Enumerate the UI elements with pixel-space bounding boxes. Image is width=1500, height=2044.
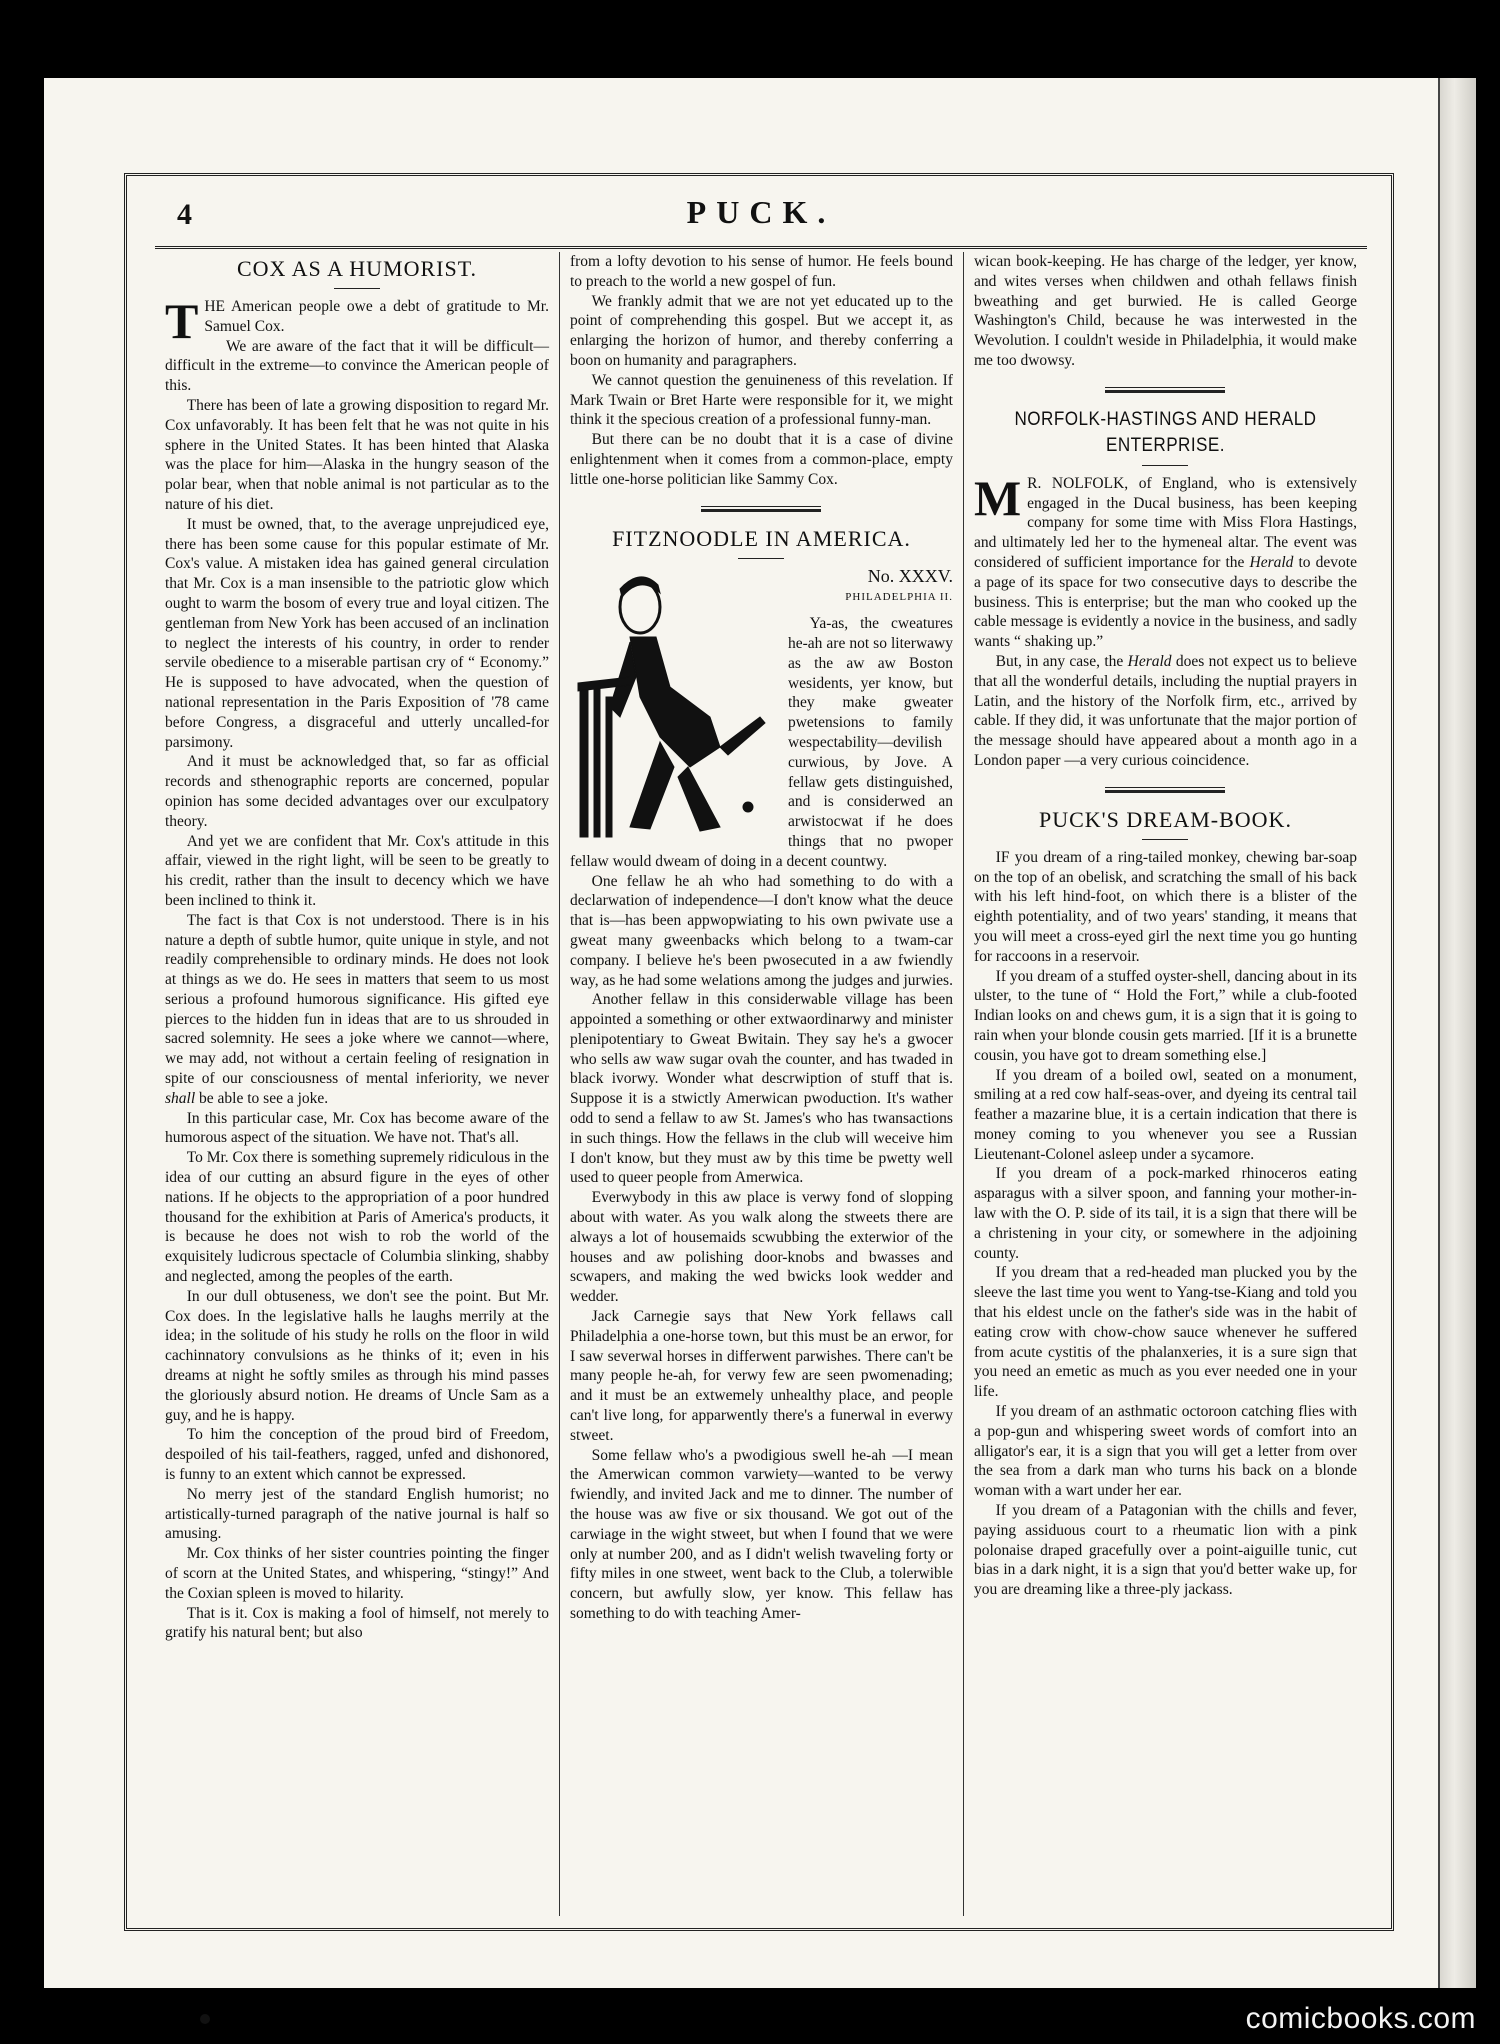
masthead — [155, 194, 1367, 249]
episode-number: No. XXXV. — [867, 565, 953, 586]
herald-emphasis: Herald — [1127, 652, 1172, 670]
fitz-paragraph: wican book-keeping. He has charge of the ledger, yer know, and wites verses when childwen and othah fellaws finish bweathing and get burwied. He is called George Washington's Child, because he was interwested in the Wevolution. I couldn't weside in Philadelphia, it would make me too dwowsy. — [973, 253, 1357, 369]
norfolk-title: NORFOLK-HASTINGS AND HERALD ENTERPRISE. — [1014, 408, 1317, 456]
norfolk-p1-text: R. NOLFOLK, of England, who is extensively engaged in the Ducal business, has been keeping company for some time with Miss Flora Hastings, and ultimately led her to the hymeneal altar. The event was considered of sufficient importance for the — [973, 474, 1357, 571]
cox-paragraph — [165, 911, 549, 1109]
cox-p1-text: HE American people owe a debt of gratitude to Mr. Samuel Cox. — [204, 298, 549, 335]
cox-paragraph: That is it. Cox is making a fool of himself, not merely to gratify his natural bent; but also — [165, 1604, 549, 1642]
cox-article-title: COX AS A HUMORIST. — [236, 256, 478, 281]
cox-paragraph: To him the conception of the proud bird of Freedom, despoiled of his tail-feathers, ragged, unfed and dishonored, is funny to an extent which cannot be expressed. — [165, 1426, 549, 1484]
title-rule — [1142, 465, 1188, 466]
dream-paragraph: IF you dream of a ring-tailed monkey, chewing bar-soap on the top of an obelisk, and scratching the small of his back with his left hind-foot, on which there is a blister of the eighth potentiality, and of two years' standing, it means that you will meet a cross-eyed girl the next time you go hunting for raccoons in a reservoir. — [973, 848, 1357, 965]
site-watermark: comicbooks.com — [1245, 2002, 1476, 2035]
fitz-paragraph: Everwybody in this aw place is verwy fond of slopping about with water. As you walk along the stweets there are always a lot of housemaids scwubbing the exterwior of the houses and aw polishing door-knobs and bwasses and scwapers, and making the wed bwicks look wedder and wedder. — [569, 1189, 953, 1306]
section-separator — [701, 506, 821, 512]
title-rule — [738, 558, 784, 559]
fitz-paragraph: Another fellaw in this considerwable village has been appointed a something or other extwaordinarwy and minister plenipotentiary to Gweat Bwitain. They say he's a gwocer who sells aw waw sugar ovah the counter, and has twaded in black ivorwy. Wonder what descrwiption of stuff that is. Suppose it is a stwictly Amerwican pwoduction. It's wather odd to send a fellaw to aw St. James's who has twansactions in such things. How the fellaws in the club will weceive him I don't know, but they must aw by this time be pwetty well used to queer people from Amerwica. — [569, 991, 953, 1187]
dream-book-title: PUCK'S DREAM-BOOK. — [1038, 806, 1292, 832]
dream-paragraph: If you dream of an asthmatic octoroon catching flies with a pop-gun and whispering sweet words of comfort into an alligator's ear, it is a sign that you will get a letter from over the sea from a dark man who turns his back on a blonde woman with a wart under her ear. — [973, 1403, 1357, 1500]
page-frame — [124, 173, 1394, 1931]
cox-paragraph: But there can be no doubt that it is a case of divine enlightenment when it comes from a common-place, empty little one-horse politician like Sammy Cox. — [569, 431, 953, 488]
cox-p7-emphasis: shall — [165, 1089, 196, 1107]
cox-paragraph: And it must be acknowledged that, so far as official records and sthenographic reports are concerned, popular opinion has some decided advantages over our exculpatory theory. — [165, 753, 549, 830]
fitz-paragraph: Some fellaw who's a pwodigious swell he-ah —I mean the Amerwican common varwiety—wanted to be verwy fwiendly, and invited Jack and me to dinner. The number of the house was aw five or six thousand. We got out of the carwiage in the wight stweet, but when I found that we were only at number 200, and as I didn't welish twaveling forty or fifty miles in one stweet, went back to the Club, a tolerwible concern, but awfully slow, yer know. This fellaw has something to do with teaching Amer- — [569, 1446, 953, 1622]
cox-dropcap: T — [165, 293, 199, 349]
cox-p7-text: The fact is that Cox is not understood. There is in his nature a depth of subtle humor, quite unique in style, and not readily comprehensible to ordinary minds. He does not look at things as we do. He sees in matters that seem to us most serious a profound humorous significance. His gifted eye pierces to the hidden fun in ideas that are to us shrouded in sacred solemnity. He sees a joke where we cannot—where, we may add, not without a certain feeling of resignation in spite of our consciousness of mental inferiority, we never — [165, 911, 549, 1088]
fitz-paragraph: Jack Carnegie says that New York fellaws call Philadelphia a one-horse town, but this must be an erwor, for I saw severwal horses in differwent parwishes. There can't be many people he-ah, for verwy few are seen pwomenading; and it must be an extwemely unhealthy place, and people can't live long, for apparwently there's a funerwal in everwy stweet. — [569, 1308, 953, 1444]
magazine-page — [44, 78, 1476, 1988]
ink-speck — [200, 2014, 210, 2024]
dream-paragraph: If you dream of a pock-marked rhinoceros eating asparagus with a silver spoon, and fanning your mother-in-law with the O. P. side of its tail, it is a sign that there will be a christening in your city, or somewhere in the adjoining county. — [973, 1165, 1357, 1262]
cox-paragraph — [165, 293, 549, 349]
next-page-edge — [1438, 78, 1476, 1988]
column-2 — [559, 252, 963, 1916]
cox-paragraph: There has been of late a growing disposition to regard Mr. Cox unfavorably. It has been felt that he was not quite in his sphere in the United States. It has been hinted that Alaska was the place for him—Alaska in the hungry season of the polar bear, when that noble animal is not particular as to the nature of his diet. — [165, 396, 549, 513]
herald-emphasis: Herald — [1249, 553, 1294, 571]
cox-p7-end: be able to see a joke. — [195, 1089, 329, 1107]
fitz-paragraph: One fellaw he ah who had something to do with a declarwation of independence—I don't know what the deuce that is—has been appwopwiating to his own pwivate use a gweat many gweenbacks which belong to a twam-car company. I believe he's been pwosecuted in a aw fwiendly way, as he had some welations among the judges and jurwies. — [569, 872, 953, 989]
cox-paragraph: In our dull obtuseness, we don't see the point. But Mr. Cox does. In the legislative halls he laughs merrily at the idea; in the solitude of his study he rolls on the floor in wild cachinnatory convulsions as he thinks of it; even in his dreams at night he softly smiles as through his mind passes the gloriously absurd notion. He dreams of Uncle Sam as a guy, and he is happy. — [165, 1287, 549, 1424]
fitznoodle-illustration — [570, 567, 780, 847]
cox-paragraph: We are aware of the fact that it will be difficult—difficult in the extreme—to convince the American people of this. — [165, 337, 549, 395]
cox-paragraph: We cannot question the genuineness of this revelation. If Mark Twain or Bret Harte were responsible for it, we might think it the specious creation of a professional funny-man. — [569, 371, 953, 429]
cox-paragraph: In this particular case, Mr. Cox has become aware of the humorous aspect of the situation. We have not. That's all. — [165, 1109, 549, 1147]
columns — [155, 252, 1367, 1916]
dream-paragraph: If you dream of a Patagonian with the chills and fever, paying assiduous court to a rheumatic lion with a pink polonaise draped gracefully over a point-aiguille tunic, cut bias in a dark night, it is a sign that you'd better wake up, for you are dreaming like a three-ply jackass. — [973, 1502, 1357, 1599]
dream-paragraph: If you dream of a boiled owl, seated on a monument, smiling at a red cow half-seas-over, and dyeing its central tail feather a mazarine blue, it is a certain indication that there is money coming to you whenever you see a Russian Lieutenant-Colonel asleep under a sycamore. — [973, 1066, 1357, 1163]
section-separator — [1105, 387, 1225, 393]
norfolk-dropcap: M — [973, 469, 1022, 526]
norfolk-p1-end: to devote a page of its space for two consecutive days to describe the business. This is enterprise; but the man who cooked up the cable message is evidently a novice in the business, and sadly wants “ shaking up.” — [973, 553, 1357, 651]
norfolk-p2-end: does not expect us to believe that all the wonderful details, including the nuptial prayers in Latin, and the history of the Norfolk firm, etc., arrived by cable. If they did, it was unfortunate that the major portion of the message should have appeared about a month ago in a London paper —a very curious coincidence. — [973, 652, 1357, 769]
cox-paragraph: We frankly admit that we are not yet educated up to the point of comprehending this gospel. But we accept it, as enlarging the horizon of humor, and thereby conferring a boon on humanity and paragraphers. — [569, 292, 953, 369]
cox-paragraph: from a lofty devotion to his sense of humor. He feels bound to preach to the world a new gospel of fun. — [569, 253, 953, 290]
fitz-paragraph: Ya-as, the cweatures he-ah are not so literwawy as the aw aw Boston wesidents, yer know, but they make gweater pwetensions to family wespectability—devilish curwious, by Jove. A fellaw gets distinguished, and is considerwed an arwistocwat if he does things that no pwoper fellaw would dweam of doing in a decent countwy. — [569, 615, 953, 870]
dream-paragraph: If you dream that a red-headed man plucked you by the sleeve the last time you went to Yang-tse-Kiang and told you that his eldest uncle on the father's side was in the habit of eating crow with chow-chow sauce whenever he suffered from acute cystitis of the phalanxeries, it is a sure sign that you need an emetic as much as you ever needed one in your life. — [973, 1264, 1357, 1401]
cox-paragraph: And yet we are confident that Mr. Cox's attitude in this affair, viewed in the right light, will be seen to be greatly to his credit, rather than the insult to decency which we have been inclined to think it. — [165, 832, 549, 909]
cox-paragraph: It must be owned, that, to the average unprejudiced eye, there has been some cause for this popular estimate of Mr. Cox's value. A mistaken idea has gained general circulation that Mr. Cox is a man insensible to the patriotic glow which ought to warm the bosom of every true and loyal citizen. The gentleman from New York has been accused of an inclination to neglect the interests of his country, in order to render servile obedience to a miserable partisan cry of “ Economy.” He is supposed to have advocated, when the question of national representation in the Paris Exposition of '78 came before Congress, a disgraceful and utterly uncalled-for parsimony. — [165, 515, 549, 751]
column-1 — [155, 252, 559, 1916]
column-3 — [963, 252, 1367, 1916]
dream-paragraph: If you dream of a stuffed oyster-shell, dancing about in its ulster, to the tune of “ Hold the Fort,” while a club-footed Indian looks on and chews gum, it is a sign that it is going to rain when your blonde cousin gets married. [If it is a brunette cousin, you have got to dream something else.] — [973, 967, 1357, 1064]
title-rule — [334, 288, 380, 289]
cox-paragraph: No merry jest of the standard English humorist; no artistically-turned paragraph of the native journal is half so amusing. — [165, 1485, 549, 1543]
episode-place: PHILADELPHIA II. — [845, 591, 953, 604]
paper-title: PUCK. — [686, 194, 836, 230]
norfolk-paragraph — [973, 469, 1357, 652]
section-separator — [1105, 787, 1225, 793]
norfolk-p2-text: But, in any case, the — [995, 652, 1124, 670]
cox-paragraph: Mr. Cox thinks of her sister countries pointing the finger of scorn at the United States, and whispering, “stingy!” And the Coxian spleen is moved to hilarity. — [165, 1545, 549, 1602]
title-rule — [1142, 839, 1188, 840]
fitznoodle-title: FITZNOODLE IN AMERICA. — [612, 525, 911, 551]
cox-paragraph: To Mr. Cox there is something supremely ridiculous in the idea of our cutting an absurd figure in the eyes of other nations. If he objects to the appropriation of a poor hundred thousand for the exhibition at Paris of America's products, it is because he does not wish to rob the world of the exquisitely ludicrous spectacle of Columbia slinking, shabby and neglected, among the peoples of the earth. — [165, 1149, 549, 1286]
page-number: 4 — [177, 198, 192, 231]
norfolk-paragraph — [974, 652, 1357, 771]
